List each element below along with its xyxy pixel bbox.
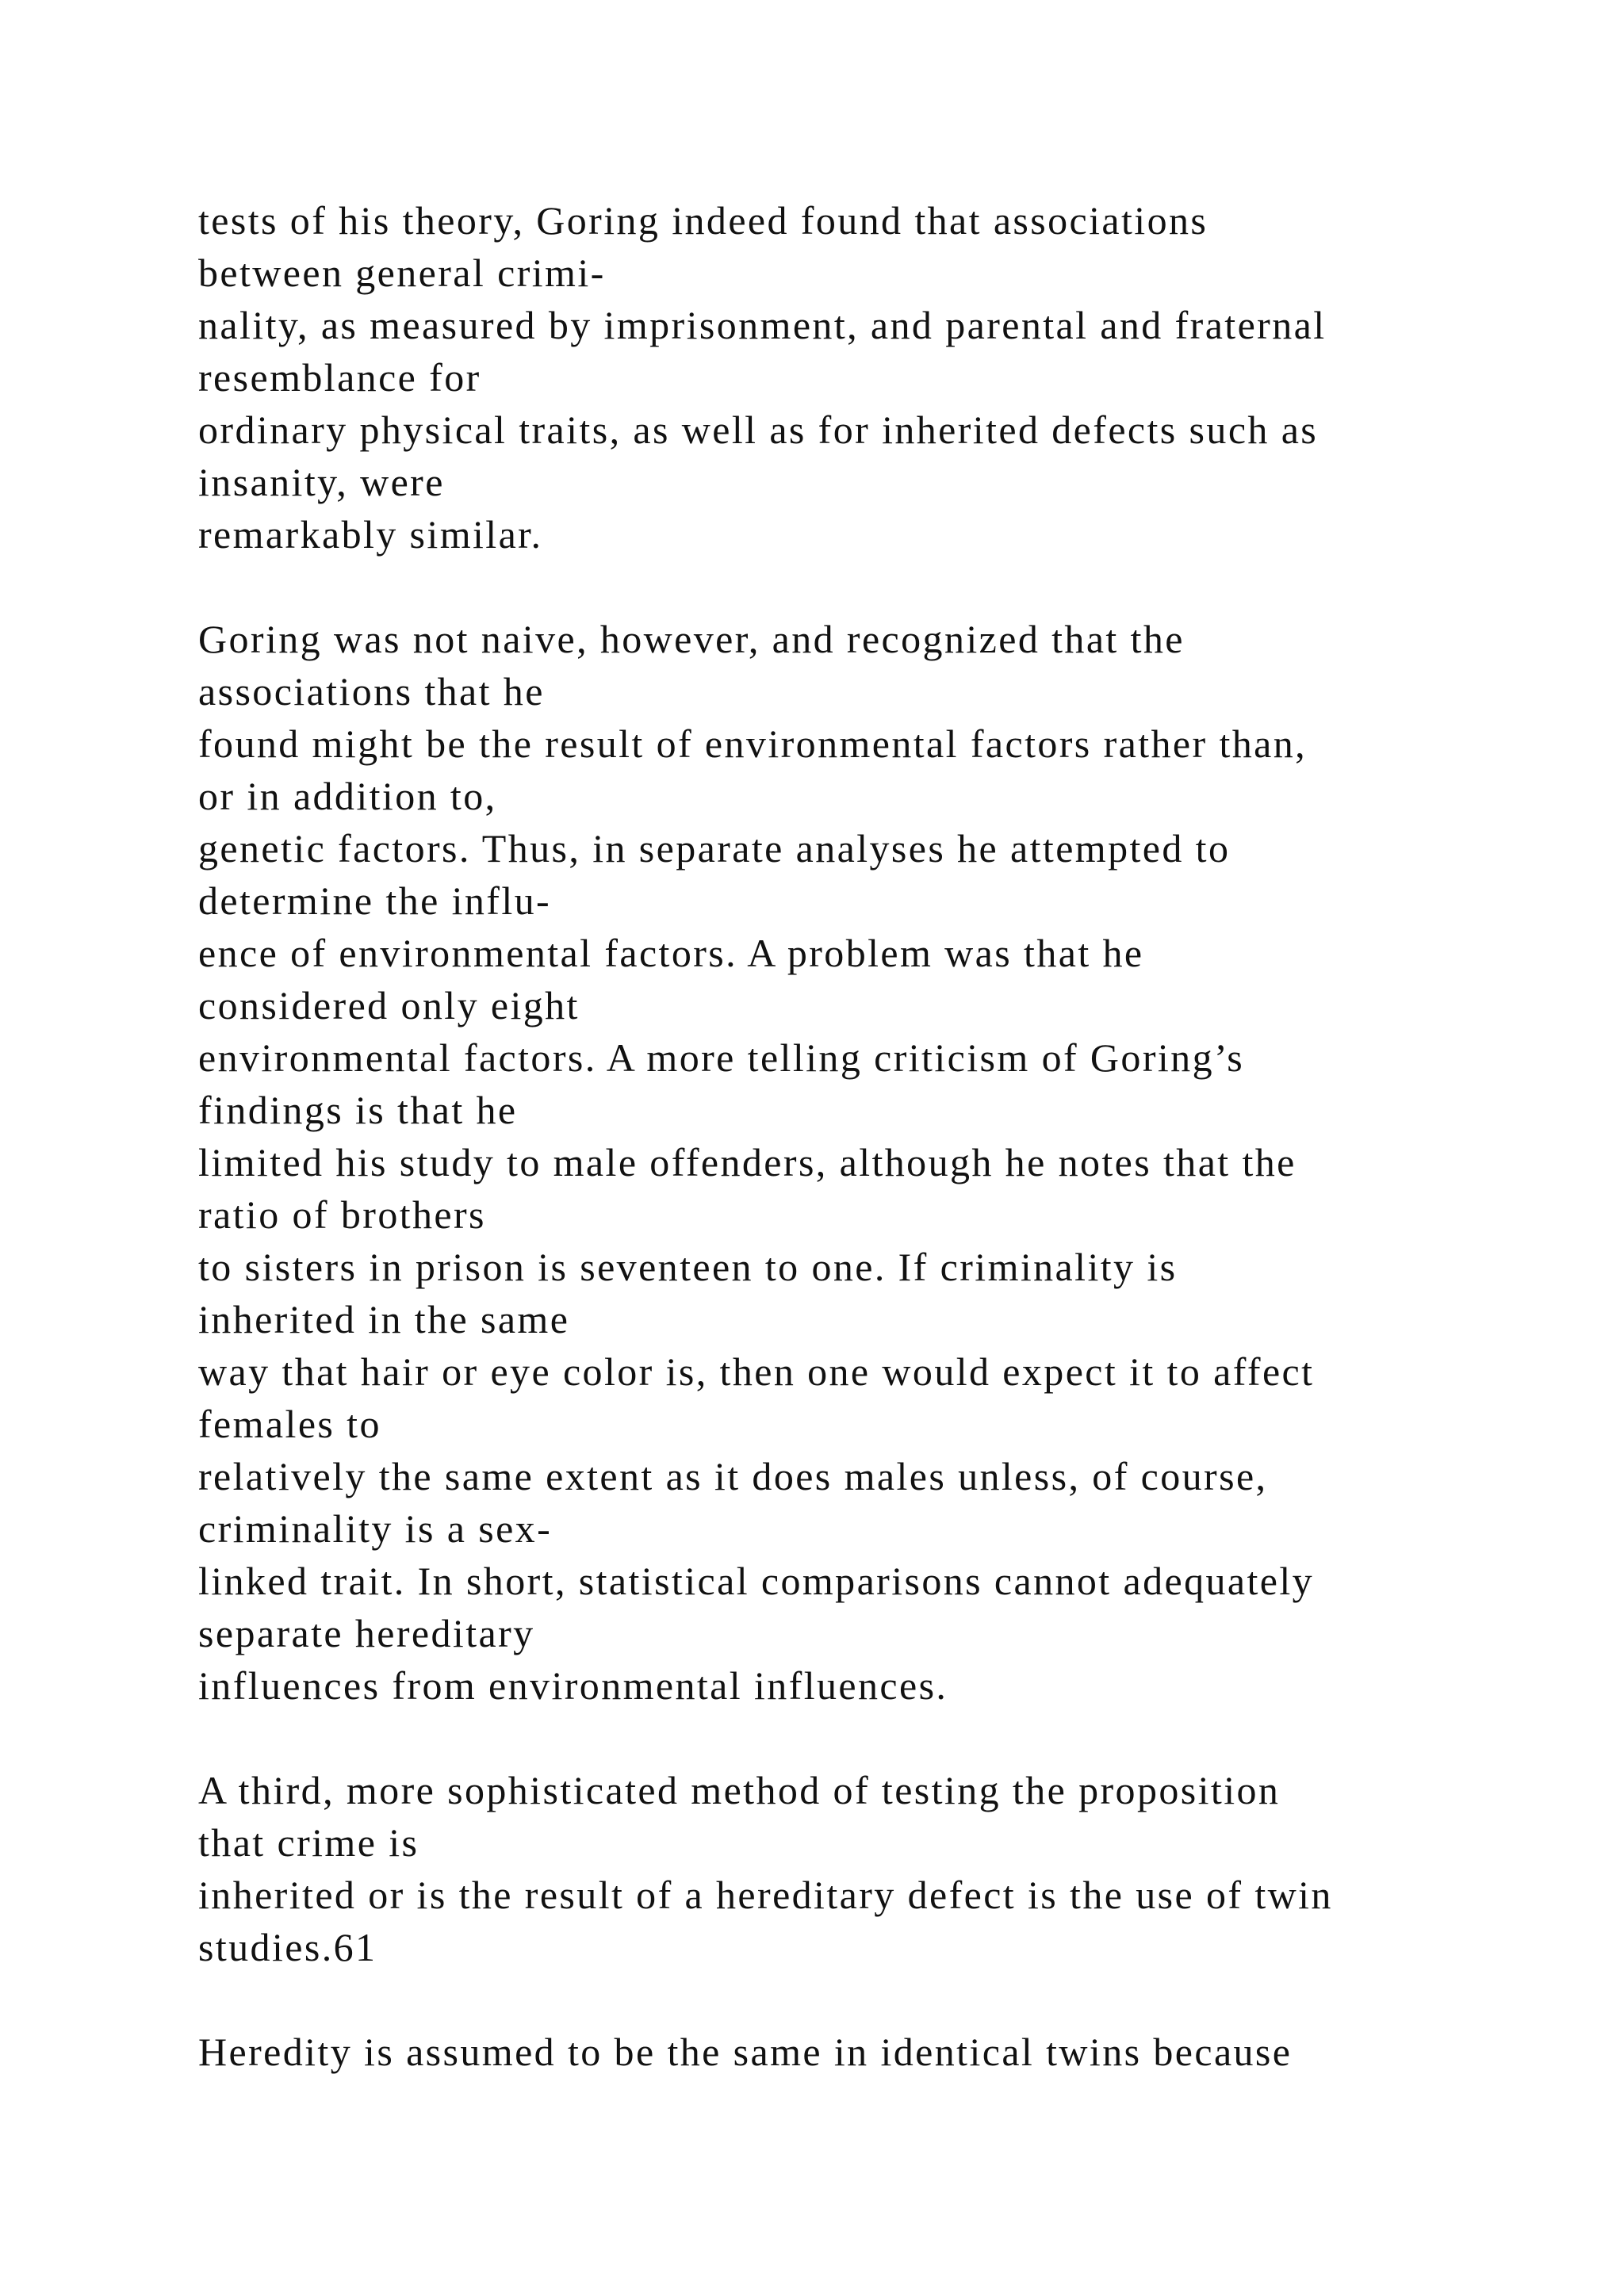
text-line: influences from environmental influences. xyxy=(198,1663,948,1708)
paragraph xyxy=(198,1764,1546,1973)
text-line: determine the influ- xyxy=(198,878,552,923)
text-line: studies.61 xyxy=(198,1925,377,1969)
text-line: ence of environmental factors. A problem was that he xyxy=(198,931,1144,975)
text-line: way that hair or eye color is, then one would expect it to affect xyxy=(198,1349,1315,1394)
text-line: environmental factors. A more telling criticism of Goring’s xyxy=(198,1035,1245,1080)
text-line: Heredity is assumed to be the same in identical twins because xyxy=(198,2030,1293,2074)
paragraph xyxy=(198,194,1546,561)
text-line: inherited or is the result of a hereditary defect is the use of twin xyxy=(198,1873,1333,1917)
text-line: linked trait. In short, statistical comparisons cannot adequately xyxy=(198,1559,1315,1603)
body-text xyxy=(198,194,1546,2078)
text-line: separate hereditary xyxy=(198,1611,535,1655)
text-line: ordinary physical traits, as well as for inherited defects such as xyxy=(198,408,1319,452)
text-line: that crime is xyxy=(198,1820,419,1865)
text-line: considered only eight xyxy=(198,983,580,1027)
text-line: between general crimi- xyxy=(198,251,606,295)
text-line: remarkably similar. xyxy=(198,512,543,557)
text-line: found might be the result of environmental factors rather than, xyxy=(198,721,1308,766)
text-line: tests of his theory, Goring indeed found that associations xyxy=(198,198,1208,243)
text-line: Goring was not naive, however, and recognized that the xyxy=(198,617,1185,661)
paragraph xyxy=(198,613,1546,1712)
text-line: criminality is a sex- xyxy=(198,1506,553,1551)
text-line: inherited in the same xyxy=(198,1297,570,1341)
text-line: females to xyxy=(198,1402,381,1446)
text-line: findings is that he xyxy=(198,1088,518,1132)
text-line: ratio of brothers xyxy=(198,1192,486,1237)
text-line: to sisters in prison is seventeen to one. If criminality is xyxy=(198,1245,1178,1289)
paragraph-break xyxy=(198,561,1546,613)
text-line: limited his study to male offenders, although he notes that the xyxy=(198,1140,1297,1184)
text-line: nality, as measured by imprisonment, and parental and fraternal xyxy=(198,303,1327,347)
text-line: insanity, were xyxy=(198,460,445,504)
text-line: relatively the same extent as it does males unless, of course, xyxy=(198,1454,1268,1498)
paragraph xyxy=(198,2026,1546,2078)
paragraph-break xyxy=(198,1712,1546,1764)
paragraph-break xyxy=(198,1973,1546,2026)
text-line: resemblance for xyxy=(198,355,481,400)
text-line: A third, more sophisticated method of testing the proposition xyxy=(198,1768,1281,1812)
text-line: or in addition to, xyxy=(198,774,497,818)
text-line: associations that he xyxy=(198,669,545,714)
text-line: genetic factors. Thus, in separate analyses he attempted to xyxy=(198,826,1231,871)
